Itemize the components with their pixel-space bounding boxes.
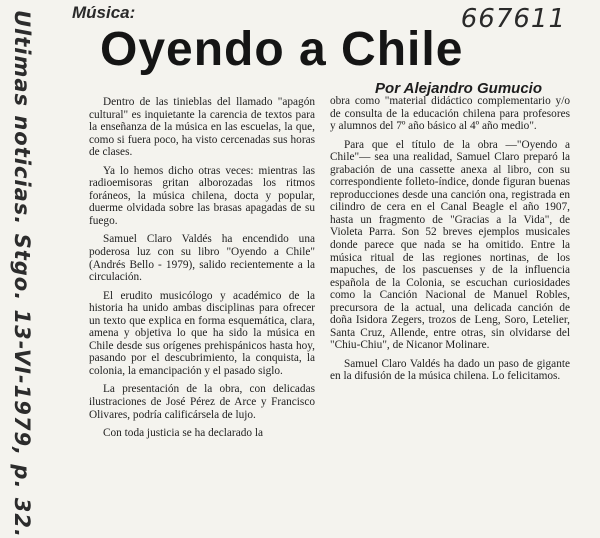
article-byline: Por Alejandro Gumucio [375, 80, 542, 97]
right-column [330, 95, 570, 389]
margin-handwritten-note: Ultimas noticias. Stgo. 13-VI-1979, p. 32. [10, 10, 34, 538]
section-label: Música: [72, 3, 136, 22]
paragraph: obra como "material didáctico complementario y/o de consulta de la educación chilena para profesores y alumnos del 7º año básico al 4º año medio". [330, 95, 570, 133]
paragraph: Dentro de las tinieblas del llamado "apagón cultural" es inquietante la carencia de textos para la enseñanza de la música en las escuelas, la que, como si fuera poco, ha visto cercenadas sus horas de clases. [89, 96, 315, 159]
paragraph: Ya lo hemos dicho otras veces: mientras las radioemisoras gritan alborozadas los ritmos foráneos, la música chilena, docta y popular, duerme olvidada sobre las brasas apagadas de su fuego. [89, 164, 315, 227]
paragraph: Para que el título de la obra —"Oyendo a Chile"— sea una realidad, Samuel Claro preparó la grabación de una cassette anexa al libro, con su correspondiente folleto-índice, donde figuran buenas reproducciones desde una canción ona, registrada en cilindro de cera en el Canal Beagle el año 1907, hasta un fragmento de "Gracias a la Vida", de Violeta Parra. Son 52 breves ejemplos musicales donde parece que nada se ha omitido. Entre la música ritual de las regiones nortinas, de los mapuches, de los pascuenses y de la influencia española de la Colonia, se escuchan curiosidades como la Canción Nacional de Manuel Robles, precursora de la actual, una delicada canción de doña Isidora Zegers, trozos de Leng, Soro, Letelier, Santa Cruz, Allende, entre otras, sin olvidarse del "Chiu-Chiu", de Nicanor Molinare. [330, 138, 570, 352]
paragraph: Samuel Claro Valdés ha dado un paso de gigante en la difusión de la música chilena. Lo felicitamos. [330, 357, 570, 383]
paragraph: La presentación de la obra, con delicadas ilustraciones de José Pérez de Arce y Francisco Olivares, podría calificársela de lujo. [89, 383, 315, 421]
left-column [89, 96, 315, 446]
article-title: Oyendo a Chile [100, 23, 464, 76]
handwritten-catalog-number: 667611 [460, 4, 566, 34]
paragraph: El erudito musicólogo y académico de la historia ha unido ambas disciplinas para ofrecer un texto que explica en forma esquemática, clara, amena y objetiva lo que ha sido la música en Chile desde sus orígenes prehispánicos hasta hoy, pasando por el descubrimiento, la conquista, la colonia, la emancipación y el pasado siglo. [89, 289, 315, 377]
paragraph: Samuel Claro Valdés ha encendido una poderosa luz con su libro "Oyendo a Chile" (Andrés Bello - 1979), salido recientemente a la circulación. [89, 233, 315, 284]
paragraph: Con toda justicia se ha declarado la [103, 427, 263, 440]
